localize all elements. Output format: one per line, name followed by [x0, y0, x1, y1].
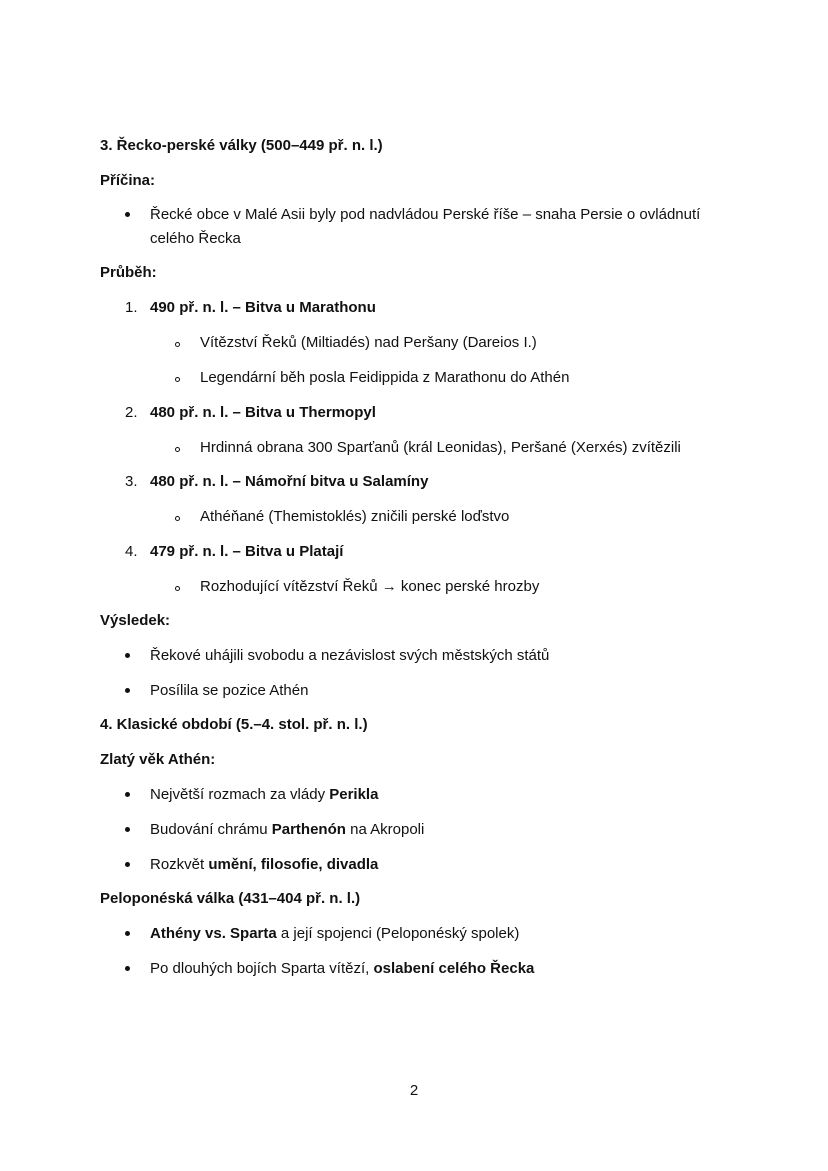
event-title: 490 př. n. l. – Bitva u Marathonu — [150, 299, 376, 316]
event-title: 479 př. n. l. – Bitva u Platají — [150, 543, 344, 560]
sub-list-item: Rozhodující vítězství Řeků → konec perské hrozby — [200, 578, 540, 595]
bullet-icon — [125, 827, 130, 832]
bullet-icon — [125, 688, 130, 693]
list-item: Rozkvět umění, filosofie, divadla — [150, 856, 379, 873]
event-title: 480 př. n. l. – Bitva u Thermopyl — [150, 404, 376, 421]
section-heading: 3. Řecko-perské války (500–449 př. n. l.) — [100, 137, 383, 154]
sub-list-item: Vítězství Řeků (Miltiadés) nad Peršany (Dareios I.) — [200, 334, 537, 351]
list-item: Athény vs. Sparta a její spojenci (Peloponéský spolek) — [150, 925, 520, 942]
list-item: Největší rozmach za vlády Perikla — [150, 786, 379, 803]
list-number: 2. — [125, 404, 138, 421]
bullet-icon — [125, 862, 130, 867]
subheading-golden-age: Zlatý věk Athén: — [100, 751, 216, 768]
list-item: Budování chrámu Parthenón na Akropoli — [150, 821, 425, 838]
circle-bullet-icon — [175, 377, 180, 382]
subheading-result: Výsledek: — [100, 612, 171, 629]
bullet-icon — [125, 966, 130, 971]
sub-list-item: Hrdinná obrana 300 Sparťanů (král Leonidas), Peršané (Xerxés) zvítězili — [200, 439, 681, 456]
sub-list-item: Legendární běh posla Feidippida z Marathonu do Athén — [200, 369, 570, 386]
list-item: Posílila se pozice Athén — [150, 682, 309, 699]
list-number: 1. — [125, 299, 138, 316]
list-number: 3. — [125, 473, 138, 490]
bullet-icon — [125, 212, 130, 217]
bullet-icon — [125, 653, 130, 658]
list-item: Řekové uhájili svobodu a nezávislost svých městských států — [150, 647, 550, 664]
list-item-continuation: celého Řecka — [150, 230, 241, 247]
page-number: 2 — [409, 1082, 419, 1099]
circle-bullet-icon — [175, 447, 180, 452]
list-item: Řecké obce v Malé Asii byly pod nadvládou Perské říše – snaha Persie o ovládnutí — [150, 206, 701, 223]
bullet-icon — [125, 931, 130, 936]
list-item: Po dlouhých bojích Sparta vítězí, oslabení celého Řecka — [150, 960, 535, 977]
subheading-cause: Příčina: — [100, 172, 156, 189]
sub-list-item: Athéňané (Themistoklés) zničili perské loďstvo — [200, 508, 510, 525]
subheading-war: Peloponéská válka (431–404 př. n. l.) — [100, 890, 361, 907]
section-heading: 4. Klasické období (5.–4. stol. př. n. l.) — [100, 716, 368, 733]
circle-bullet-icon — [175, 516, 180, 521]
event-title: 480 př. n. l. – Námořní bitva u Salamíny — [150, 473, 429, 490]
circle-bullet-icon — [175, 586, 180, 591]
circle-bullet-icon — [175, 342, 180, 347]
bullet-icon — [125, 792, 130, 797]
list-number: 4. — [125, 543, 138, 560]
subheading-course: Průběh: — [100, 264, 157, 281]
